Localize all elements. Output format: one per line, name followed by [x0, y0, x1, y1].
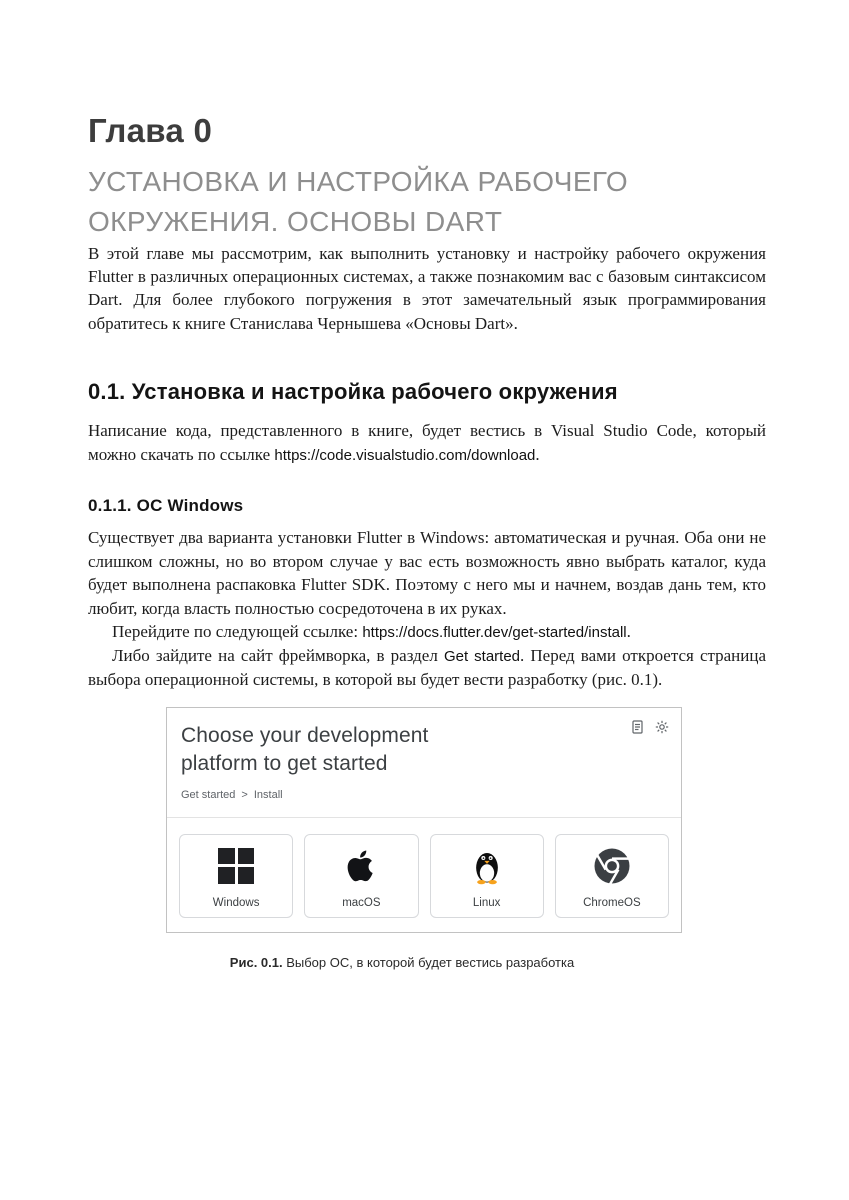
paragraph-text: .: [626, 622, 631, 642]
paragraph-text: .: [535, 444, 540, 464]
caption-label: Рис. 0.1.: [229, 954, 283, 970]
page-content: [88, 0, 766, 970]
section-heading-01: 0.1. Установка и настройка рабочего окружения: [88, 379, 618, 405]
platform-label: Linux: [472, 896, 501, 909]
breadcrumb: [181, 789, 667, 801]
caption-text: Выбор ОС, в которой будет вестись разработка: [282, 954, 575, 970]
flutter-install-link[interactable]: https://docs.flutter.dev/get-started/install: [362, 624, 627, 642]
chevron-right-icon: >: [241, 788, 248, 801]
platform-label: ChromeOS: [583, 896, 641, 909]
platform-card-windows[interactable]: [179, 834, 293, 918]
screenshot-title: Choose your development platform to get started: [181, 724, 429, 776]
paragraph-text: . Перед вами откроется страница выбора операционной системы, в которой вы будет вести разработку (рис. 0.1).: [88, 645, 767, 689]
screenshot-header-actions: [632, 720, 669, 734]
chapter-label: Глава 0: [88, 112, 213, 149]
paragraph-text: Написание кода, представленного в книге, будет вестись в Visual Studio Code, который можно скачать по ссылке: [88, 421, 766, 464]
subsection-heading-011: 0.1.1. ОС Windows: [88, 496, 244, 516]
chapter-header: [88, 112, 766, 242]
platform-label: macOS: [342, 896, 381, 909]
chromeos-icon: [591, 835, 633, 897]
flutter-docs-screenshot: [166, 707, 682, 933]
subsection-paragraph-2: [88, 620, 766, 644]
edit-page-icon[interactable]: [632, 720, 645, 734]
subsection-paragraph-1: Существует два варианта установки Flutter в Windows: автоматическая и ручная. Оба они не слишком сложны, но во втором случае у вас есть возможность явно выбрать каталог, куда будет выполнена распаковка Flutter SDK. Поэтому с него мы и начнем, воздав дань тем, кто любит, когда власть полностью сосредоточена в их руках.: [88, 528, 766, 618]
chapter-subtitle: УСТАНОВКА И НАСТРОЙКА РАБОЧЕГО ОКРУЖЕНИЯ. ОСНОВЫ DART: [88, 166, 629, 237]
gear-icon[interactable]: [655, 720, 669, 734]
get-started-menu-label: Get started: [443, 647, 521, 665]
section-01-paragraph: [88, 419, 766, 466]
vscode-download-link[interactable]: https://code.visualstudio.com/download: [274, 446, 536, 464]
apple-icon: [343, 835, 379, 897]
figure-caption: [144, 955, 660, 970]
breadcrumb-item-install[interactable]: Install: [253, 788, 283, 801]
figure-0-1: [166, 707, 682, 970]
platform-card-row: [167, 818, 681, 932]
windows-icon: [218, 835, 254, 897]
subsection-paragraph-3: [88, 644, 766, 691]
screenshot-header: [167, 708, 681, 811]
paragraph-text: Либо зайдите на сайт фреймворка, в раздел: [112, 645, 444, 665]
platform-card-macos[interactable]: [304, 834, 418, 918]
breadcrumb-item-get-started[interactable]: Get started: [181, 788, 236, 801]
platform-card-linux[interactable]: [430, 834, 544, 918]
linux-tux-icon: [466, 835, 508, 897]
intro-paragraph: В этой главе мы рассмотрим, как выполнить установку и настройку рабочего окружения Flutter в различных операционных системах, а также познакомим вас с базовым синтаксисом Dart. Для более глубокого погружения в этот замечательный язык программирования обратитесь к книге Станислава Чернышева «Основы Dart».: [88, 243, 766, 333]
platform-label: Windows: [212, 896, 260, 909]
platform-card-chromeos[interactable]: [555, 834, 669, 918]
paragraph-text: Перейдите по следующей ссылке:: [112, 622, 363, 642]
